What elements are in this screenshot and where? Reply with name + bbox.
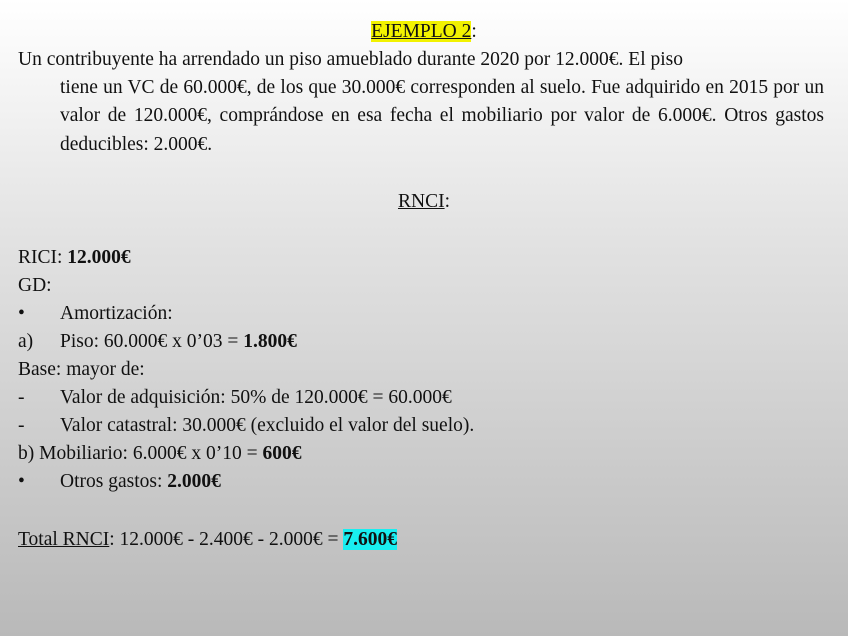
rnci-heading [0, 190, 848, 214]
amortizacion-text: Amortización: [60, 303, 173, 324]
bullet-icon: • [18, 471, 25, 492]
dash-marker: - [18, 415, 25, 436]
gd-label: GD: [18, 275, 52, 296]
total-label: Total RNCI [18, 529, 110, 550]
mobiliario-line [18, 442, 301, 466]
intro-first-line: Un contribuyente ha arrendado un piso amueblado durante 2020 por 12.000€. El piso [18, 49, 684, 70]
total-value: 7.600€ [343, 529, 398, 550]
dash-marker: - [18, 387, 25, 408]
rici-label: RICI: [18, 247, 68, 268]
total-rnci-line [18, 528, 397, 552]
piso-content [60, 330, 297, 354]
intro-paragraph [18, 46, 824, 159]
rnci-heading-label: RNCI [397, 191, 445, 212]
otros-value: 2.000€ [167, 471, 221, 492]
base-item-text: Valor de adquisición: 50% de 120.000€ = 60.000€ [60, 387, 452, 408]
title-label: EJEMPLO 2 [371, 21, 472, 42]
otros-text: Otros gastos: [60, 471, 168, 492]
intro-rest: tiene un VC de 60.000€, de los que 30.000€ corresponden al suelo. Fue adquirido en 2015 por un valor de 120.000€, comprándose en esa fecha el mobiliario por valor de 6.000€. Otros gastos deducibles: 2.000€. [60, 77, 824, 155]
slide-title [0, 20, 848, 44]
mobiliario-value: 600€ [262, 443, 302, 464]
bullet-icon: • [18, 303, 25, 324]
piso-text: Piso: 60.000€ x 0’03 = [60, 331, 244, 352]
total-text: : 12.000€ - 2.400€ - 2.000€ = [109, 529, 344, 550]
mobiliario-text: b) Mobiliario: 6.000€ x 0’10 = [18, 443, 263, 464]
piso-value: 1.800€ [243, 331, 297, 352]
title-suffix: : [471, 21, 477, 42]
base-item-text: Valor catastral: 30.000€ (excluido el valor del suelo). [60, 415, 475, 436]
rnci-heading-suffix: : [444, 191, 450, 212]
piso-marker: a) [18, 331, 34, 352]
rici-value: 12.000€ [67, 247, 131, 268]
base-line: Base: mayor de: [18, 359, 145, 380]
rici-line [18, 246, 131, 270]
otros-content [60, 470, 221, 494]
